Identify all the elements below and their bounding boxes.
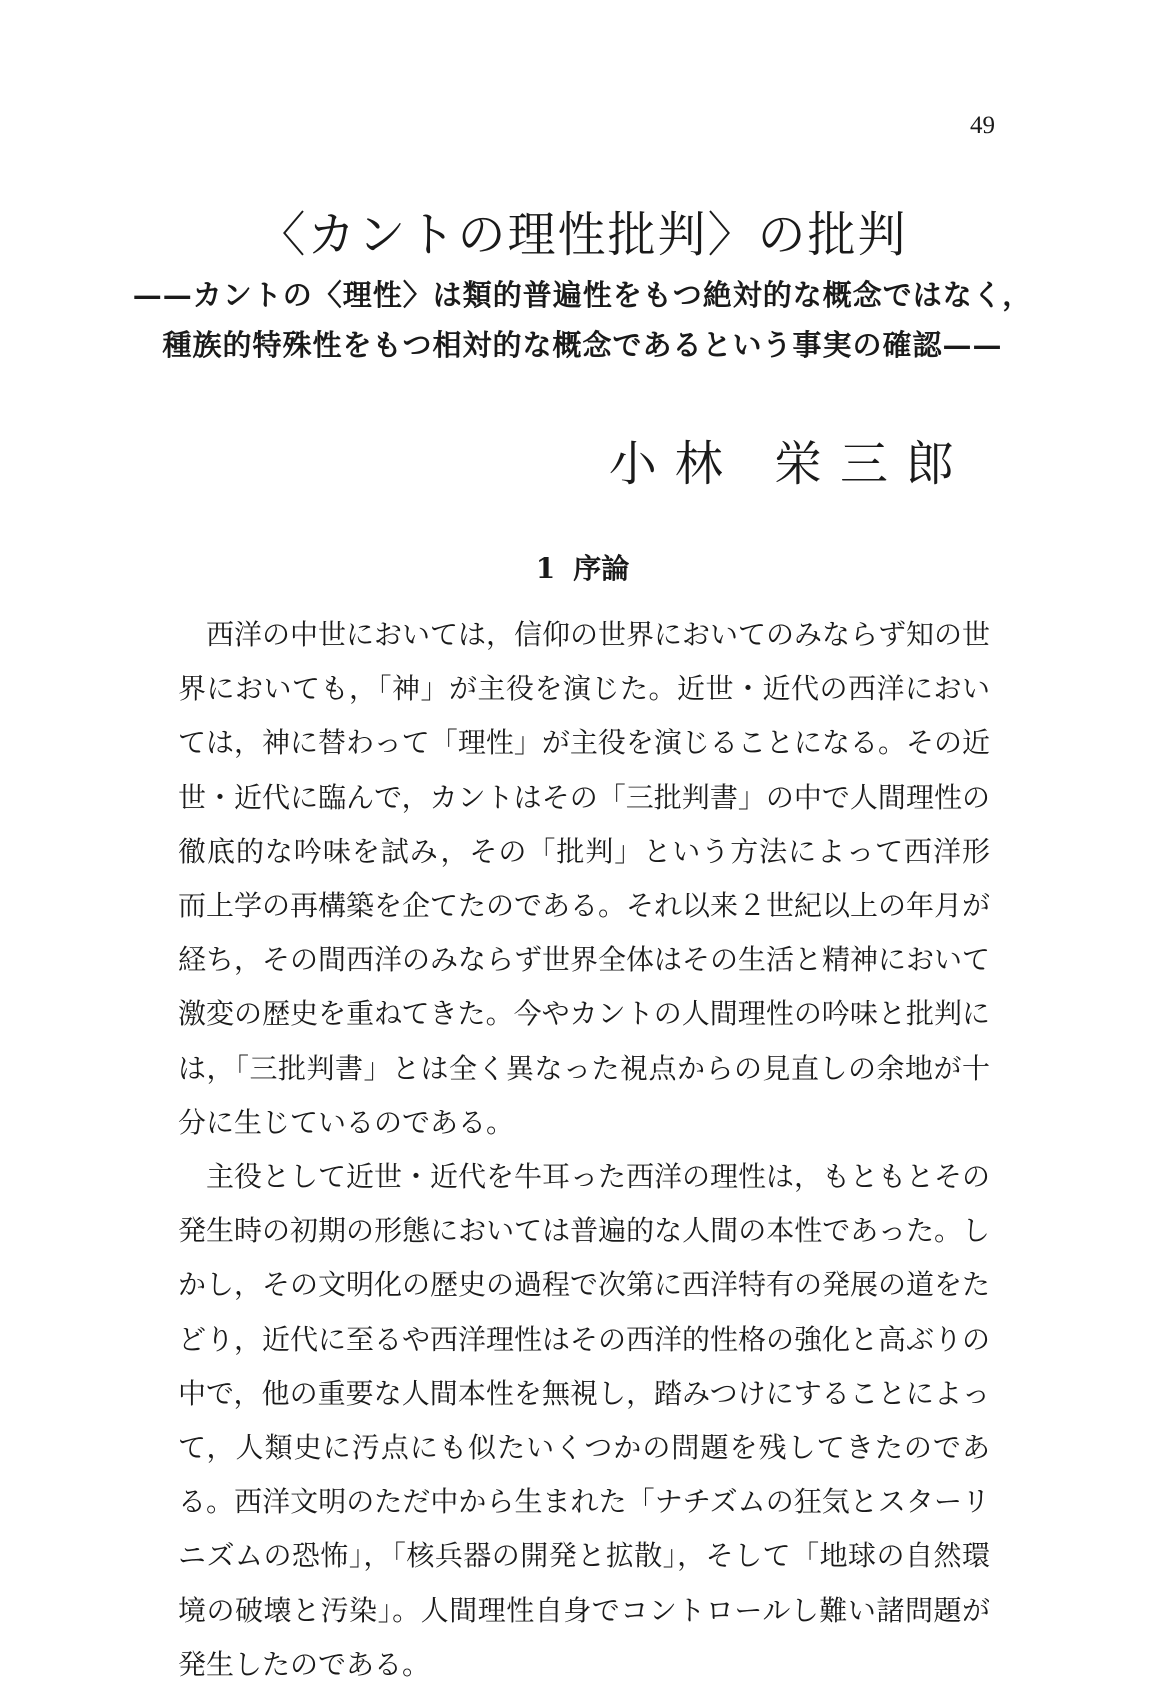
section-title: 序論 [573, 552, 630, 585]
subtitle-line-1: ——カントの〈理性〉は類的普遍性をもつ絶対的な概念ではなく， [132, 278, 1033, 312]
body-text [178, 608, 990, 1692]
paragraph: 主役として近世・近代を牛耳った西洋の理性は，もともとその発生時の初期の形態においては普遍的な人間の本性であった。しかし，その文明化の歴史の過程で次第に西洋特有の発展の道をたどり，近代に至るや西洋理性はその西洋的性格の強化と高ぶりの中で，他の重要な人間本性を無視し，踏みつけにすることによって，人類史に汚点にも似たいくつかの問題を残してきたのである。西洋文明のただ中から生まれた「ナチズムの狂気とスターリニズムの恐怖」，「核兵器の開発と拡散」，そして「地球の自然環境の破壊と汚染」。人間理性自身でコントロールし難い諸問題が発生したのである。 [178, 1160, 991, 1681]
page-number: 49 [970, 112, 995, 139]
author-name: 小林 栄三郎 [608, 436, 972, 492]
paper-title: 〈カントの理性批判〉の批判 [257, 207, 908, 263]
section-number: 1 [535, 552, 556, 585]
section-heading [0, 547, 1165, 587]
subtitle-line-2: 種族的特殊性をもつ相対的な概念であるという事実の確認—— [162, 328, 1003, 362]
paragraph: 西洋の中世においては，信仰の世界においてのみならず知の世界においても，「神」が主役を演じた。近世・近代の西洋においては，神に替わって「理性」が主役を演じることになる。その近世・近代に臨んで，カントはその「三批判書」の中で人間理性の徹底的な吟味を試み，その「批判」という方法によって西洋形而上学の再構築を企てたのである。それ以来２世紀以上の年月が経ち，その間西洋のみならず世界全体はその生活と精神において激変の歴史を重ねてきた。今やカントの人間理性の吟味と批判には，「三批判書」とは全く異なった視点からの見直しの余地が十分に生じているのである。 [178, 618, 991, 1139]
